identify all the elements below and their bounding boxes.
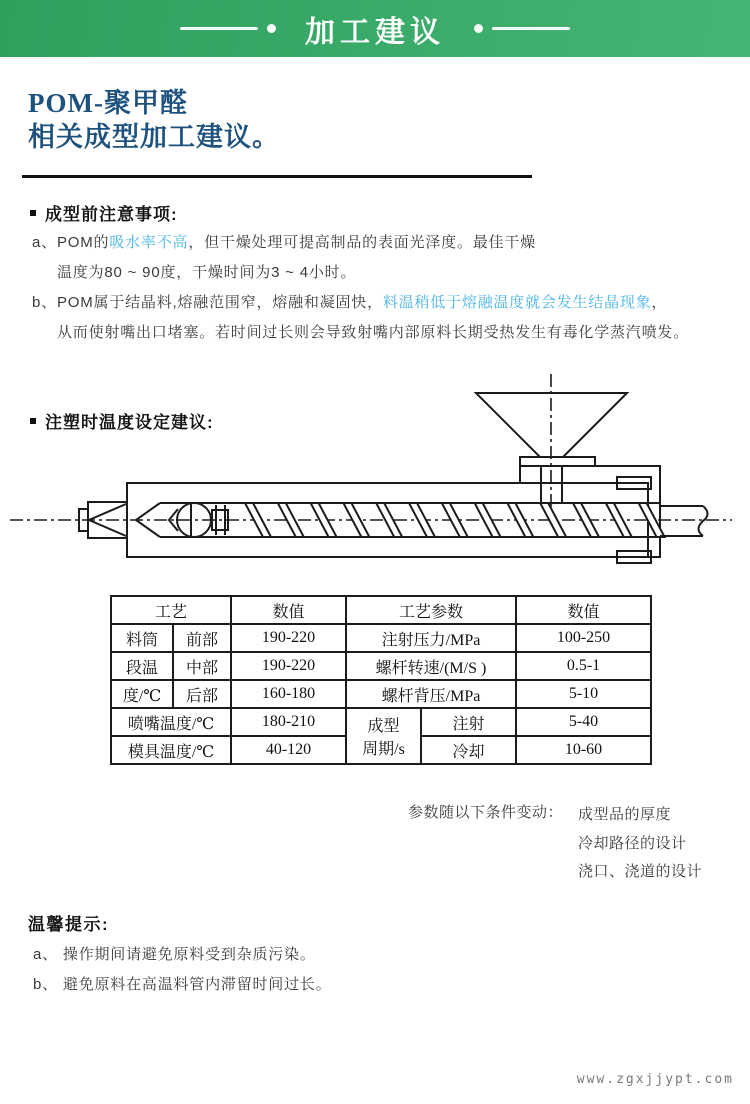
tips-heading: 温馨提示:	[28, 915, 110, 934]
note-b-line2: 从而使射嘴出口堵塞。若时间过长则会导致射嘴内部原料长期受热发生有毒化学蒸汽喷发。	[57, 324, 690, 341]
cell-zone-middle: 中部	[173, 652, 231, 680]
list-item: b、 避免原料在高温料管内滞留时间过长。	[33, 976, 332, 993]
table-row	[111, 708, 651, 736]
process-parameter-table	[110, 595, 652, 765]
bullet-icon	[30, 210, 36, 216]
header-value2: 数值	[516, 596, 651, 624]
table-row	[111, 680, 651, 708]
cell-back-pressure-val: 5-10	[516, 680, 651, 708]
params-note-label: 参数随以下条件变动：	[408, 804, 564, 821]
cell-nozzle-temp: 喷嘴温度/℃	[111, 708, 231, 736]
header-left-line	[180, 27, 258, 30]
section-heading-notes	[30, 200, 178, 225]
header-param: 工艺参数	[346, 596, 516, 624]
screw-flight-icon	[507, 503, 533, 537]
header-right-dot-icon	[474, 24, 483, 33]
cell-barrel-2: 段温	[111, 652, 173, 680]
header-left-dot-icon	[267, 24, 276, 33]
note-item-a	[32, 228, 732, 288]
section-heading-notes-label: 成型前注意事项:	[45, 205, 178, 224]
tips-list	[33, 940, 332, 1000]
cell-cycle-injection: 注射	[421, 708, 516, 736]
cell-molding-cycle-line1: 成型	[367, 718, 400, 735]
doc-title-line1: POM-聚甲醛	[28, 88, 188, 118]
cell-mold-temp: 模具温度/℃	[111, 736, 231, 764]
list-item: 浇口、浇道的设计	[578, 863, 703, 880]
notes-paragraphs	[32, 228, 732, 348]
section-heading-temperature-label: 注塑时温度设定建议:	[45, 413, 214, 432]
cell-middle-temp: 190-220	[231, 652, 346, 680]
list-item: 成型品的厚度	[578, 806, 672, 823]
note-item-b	[32, 288, 732, 348]
list-item: 冷却路径的设计	[578, 834, 687, 852]
cell-cycle-cooling-val: 10-60	[516, 736, 651, 764]
header-band	[0, 0, 750, 57]
cell-mold-temp-val: 40-120	[231, 736, 346, 764]
cell-zone-rear: 后部	[173, 680, 231, 708]
cell-screw-speed: 螺杆转速/(M/S )	[346, 652, 516, 680]
cell-screw-speed-val: 0.5-1	[516, 652, 651, 680]
cell-barrel-1: 料筒	[111, 624, 173, 652]
doc-title-line2: 相关成型加工建议。	[28, 122, 280, 152]
list-item: a、 操作期间请避免原料受到杂质污染。	[33, 946, 316, 963]
cell-cycle-injection-val: 5-40	[516, 708, 651, 736]
cell-cycle-cooling: 冷却	[421, 736, 516, 764]
cell-molding-cycle-line2: 周期/s	[362, 741, 405, 758]
cell-injection-pressure-val: 100-250	[516, 624, 651, 652]
table-row	[111, 624, 651, 652]
cell-zone-front: 前部	[173, 624, 231, 652]
injection-molding-machine-diagram	[0, 372, 750, 572]
header-process: 工艺	[111, 596, 231, 624]
note-a-highlight: 吸水率不高	[109, 234, 189, 251]
cell-front-temp: 190-220	[231, 624, 346, 652]
hopper-flange	[520, 457, 595, 466]
note-a-post: ，但干燥处理可提高制品的表面光泽度。最佳干燥	[188, 234, 536, 251]
note-a-label: a、	[32, 234, 57, 251]
note-b-label: b、	[32, 294, 57, 311]
note-a-pre: POM的	[56, 234, 110, 251]
cell-barrel-3: 度/℃	[111, 680, 173, 708]
cell-rear-temp: 160-180	[231, 680, 346, 708]
cell-nozzle-temp-val: 180-210	[231, 708, 346, 736]
note-b-post: ，	[651, 294, 668, 311]
shaft-break-icon	[699, 506, 708, 536]
website-watermark: www.zgxjjypt.com	[576, 1072, 734, 1087]
note-a-line2: 温度为80 ~ 90度，干燥时间为3 ~ 4小时。	[57, 264, 357, 281]
cell-injection-pressure: 注射压力/MPa	[346, 624, 516, 652]
cell-molding-cycle	[346, 708, 421, 764]
cell-back-pressure: 螺杆背压/MPa	[346, 680, 516, 708]
note-b-highlight: 料温稍低于熔融温度就会发生结晶现象	[382, 294, 652, 311]
header-value1: 数值	[231, 596, 346, 624]
table-header-row	[111, 596, 651, 624]
header-right-line	[492, 27, 570, 30]
title-divider	[22, 175, 532, 178]
doc-title	[28, 86, 280, 154]
params-note-list	[578, 801, 702, 887]
page-title: 加工建议	[305, 15, 445, 49]
note-b-pre: POM属于结晶料,熔融范围窄，熔融和凝固快，	[56, 294, 383, 311]
table-row	[111, 652, 651, 680]
